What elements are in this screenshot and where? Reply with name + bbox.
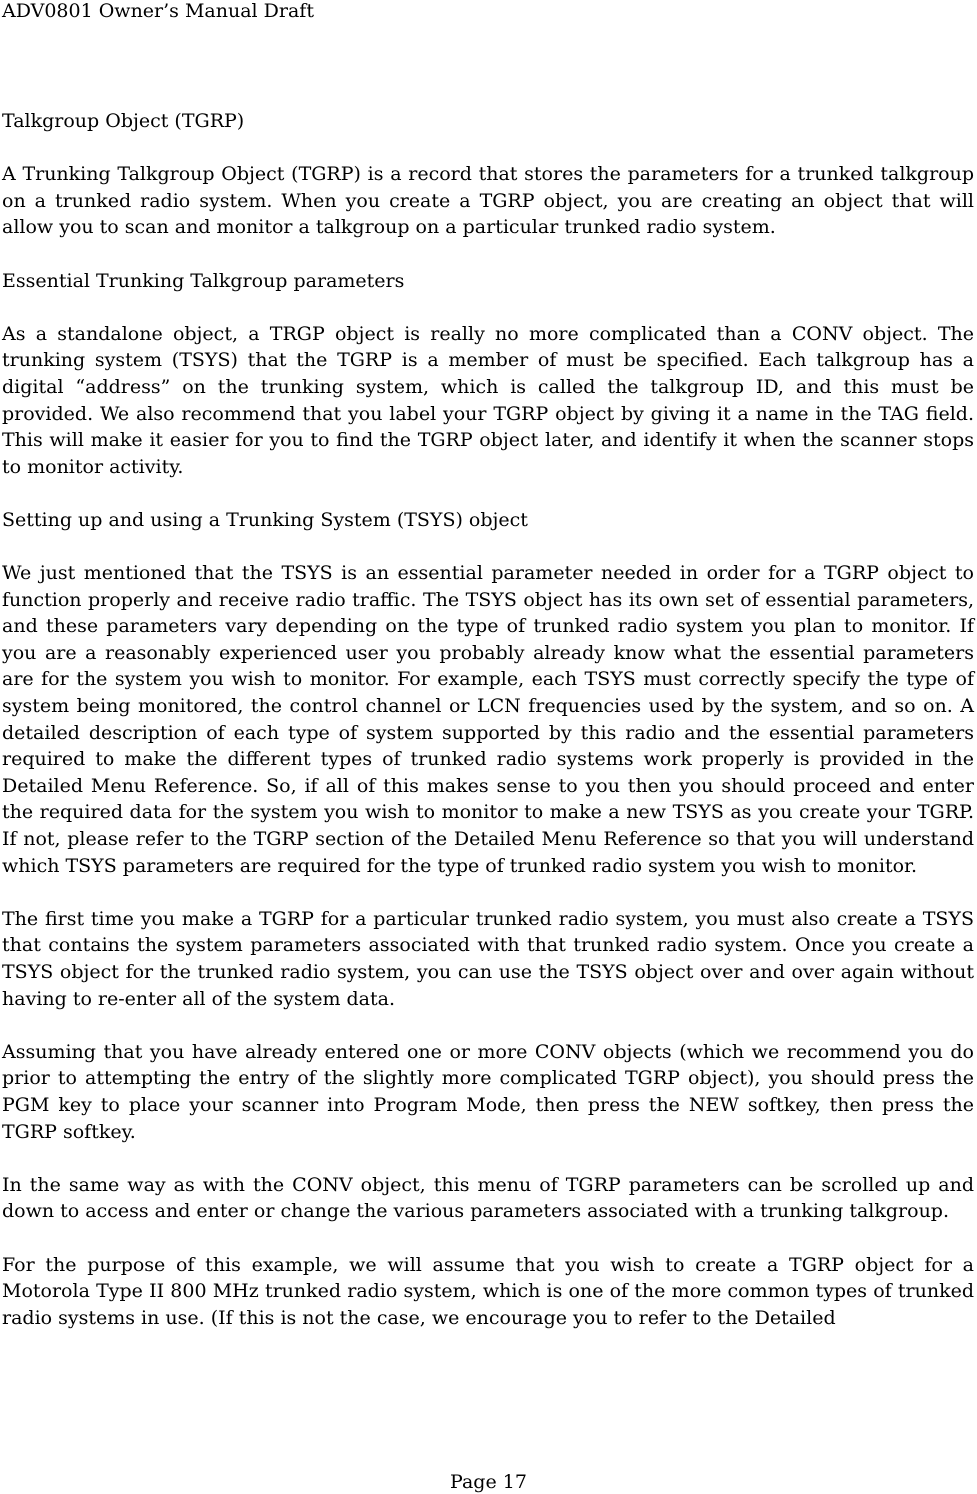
page-header: ADV0801 Owner’s Manual Draft <box>2 0 314 22</box>
paragraph-example: For the purpose of this example, we will assume that you wish to create a TGRP object for a Motorola Type II 800 MHz trunked radio system, which is one of the more common types of trunked radio systems in use. (If this is not the case, we encourage you to refer to the Detailed <box>2 1253 974 1329</box>
paragraph-scroll-menu: In the same way as with the CONV object, this menu of TGRP parameters can be scrolled up and down to access and enter or change the various parameters associated with a trunking talkgroup. <box>2 1173 974 1223</box>
section-title: Talkgroup Object (TGRP) <box>2 110 245 132</box>
subheading-tsys-setup: Setting up and using a Trunking System (TSYS) object <box>2 508 528 531</box>
paragraph-tsys-essential: We just mentioned that the TSYS is an essential parameter needed in order for a TGRP object to function properly and receive radio traffic. The TSYS object has its own set of essential parameters, and these parameters vary depending on the type of trunked radio system you plan to monitor. If you are a reasonably experienced user you probably already know what the essential parameters are for the system you wish to monitor. For example, each TSYS must correctly specify the type of system being monitored, the control channel or LCN frequencies used by the system, and so on. A detailed description of each type of system supported by this radio and the essential parameters required to make the different types of trunked radio systems work properly is provided in the Detailed Menu Reference. So, if all of this makes sense to you then you should proceed and enter the required data for the system you wish to monitor to make a new TSYS as you create your TGRP. If not, please refer to the TGRP section of the Detailed Menu Reference so that you will understand which TSYS parameters are required for the type of trunked radio system you wish to monitor. <box>2 562 974 877</box>
document-body <box>2 108 974 1358</box>
paragraph-program-mode: Assuming that you have already entered one or more CONV objects (which we recommend you do prior to attempting the entry of the slightly more complicated TGRP object), you should press the PGM key to place your scanner into Program Mode, then press the NEW softkey, then press the TGRP softkey. <box>2 1040 974 1143</box>
page-number: Page 17 <box>450 1471 527 1493</box>
paragraph-first-time: The first time you make a TGRP for a particular trunked radio system, you must also create a TSYS that contains the system parameters associated with that trunked radio system. Once you create a TSYS object for the trunked radio system, you can use the TSYS object over and over again without having to re-enter all of the system data. <box>2 907 974 1010</box>
paragraph-tgrp-intro: A Trunking Talkgroup Object (TGRP) is a record that stores the parameters for a trunked talkgroup on a trunked radio system. When you create a TGRP object, you are creating an object that will allow you to scan and monitor a talkgroup on a particular trunked radio system. <box>2 163 974 239</box>
paragraph-standalone-object: As a standalone object, a TRGP object is really no more complicated than a CONV object. The trunking system (TSYS) that the TGRP is a member of must be specified. Each talkgroup has a digital “address” on the trunking system, which is called the talkgroup ID, and this must be provided. We also recommend that you label your TGRP object by giving it a name in the TAG field. This will make it easier for you to find the TGRP object later, and identify it when the scanner stops to monitor activity. <box>2 322 974 478</box>
subheading-essential-parameters: Essential Trunking Talkgroup parameters <box>2 269 405 292</box>
